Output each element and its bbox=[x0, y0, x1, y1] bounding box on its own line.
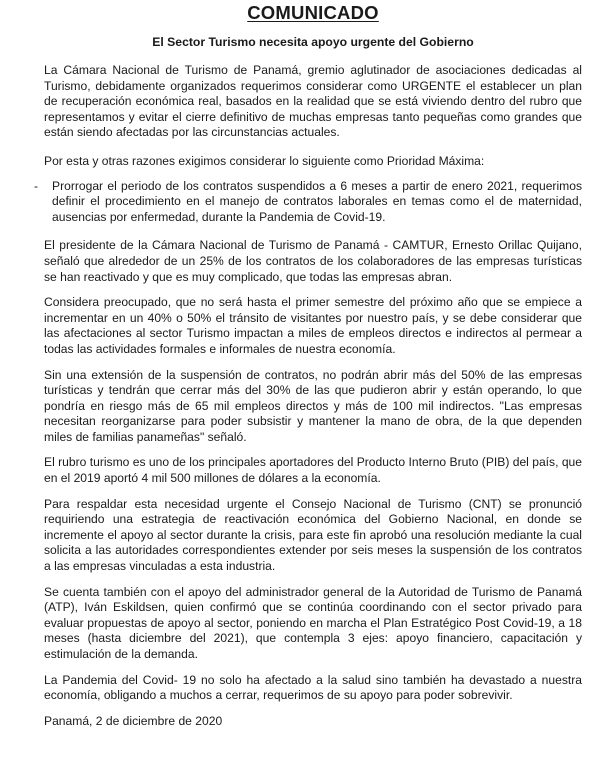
paragraph-president: El presidente de la Cámara Nacional de Turismo de Panamá - CAMTUR, Ernesto Orillac Quijano, señaló que alrededor de un 25% de los contratos de los colaboradores de las empresas turísticas se han reactivado y que es muy complicado, que todas las empresas abran. bbox=[44, 238, 582, 284]
paragraph-intro: La Cámara Nacional de Turismo de Panamá, gremio aglutinador de asociaciones dedicadas al Turismo, debidamente organizados requerimos considerar como URGENTE el establecer un plan de recuperación económica real, basados en la realidad que se está viviendo dentro del rubro que representamos y evitar el cierre definitivo de muchas empresas tanto pequeñas como grandes que están siendo afectadas por las circunstancias actuales. bbox=[44, 63, 582, 140]
paragraph-atp: Se cuenta también con el apoyo del administrador general de la Autoridad de Turismo de Panamá (ATP), Iván Eskildsen, quien confirmó que se continúa coordinando con el sector privado para evaluar propuestas de apoyo al sector, poniendo en marcha el Plan Estratégico Post Covid-19, a 18 meses (hasta diciembre del 2021), que contempla 3 ejes: apoyo financiero, capacitación y estimulación de la demanda. bbox=[44, 584, 582, 661]
bullet-text: Prorrogar el periodo de los contratos suspendidos a 6 meses a partir de enero 2021, requerimos definir el procedimiento en el manejo de contratos laborales en temas como el de maternidad, ausencias por enfermedad, durante la Pandemia de Covid-19. bbox=[52, 178, 582, 224]
bullet-dash: - bbox=[34, 178, 39, 193]
paragraph-pib: El rubro turismo es uno de los principales aportadores del Producto Interno Bruto (PIB) del país, que en el 2019 aportó 4 mil 500 millones de dólares a la economía. bbox=[44, 455, 582, 486]
document-signoff: Panamá, 2 de diciembre de 2020 bbox=[44, 713, 223, 728]
paragraph-cnt: Para respaldar esta necesidad urgente el Consejo Nacional de Turismo (CNT) se pronunció requiriendo una estrategia de reactivación económica del Gobierno Nacional, en donde se incremente el apoyo al sector durante la crisis, para este fin aprobó una resolución mediante la cual solicita a las autoridades correspondientes extender por seis meses la suspensión de los contratos a las empresas vinculadas a esta industria. bbox=[44, 496, 582, 574]
paragraph-pandemic: La Pandemia del Covid- 19 no solo ha afectado a la salud sino también ha devastado a nuestra economía, obligando a muchos a cerrar, requerimos de su apoyo para poder sobrevivir. bbox=[44, 672, 582, 703]
paragraph-priority: Por esta y otras razones exigimos considerar lo siguiente como Prioridad Máxima: bbox=[44, 153, 485, 168]
document-title: COMUNICADO bbox=[247, 2, 379, 23]
paragraph-concern: Considera preocupado, que no será hasta el primer semestre del próximo año que se empiece a incrementar en un 40% o 50% el tránsito de visitantes por nuestro país, y se debe considerar que las afectaciones al sector Turismo impactan a miles de empleos directos e indirectos al permear a todas las actividades formales e informales de nuestra economía. bbox=[44, 295, 582, 356]
paragraph-extension: Sin una extensión de la suspensión de contratos, no podrán abrir más del 50% de las empresas turísticas y tendrán que cerrar más del 30% de las que pudieron abrir y están operando, lo que pondría en riesgo más de 65 mil empleos directos y más de 100 mil indirectos. "Las empresas necesitan reorganizarse para poder subsistir y mantener la mano de obra, de la que dependen miles de familias panameñas" señaló. bbox=[44, 367, 582, 444]
bullet-item bbox=[30, 179, 582, 226]
document-subtitle: El Sector Turismo necesita apoyo urgente del Gobierno bbox=[152, 35, 474, 49]
